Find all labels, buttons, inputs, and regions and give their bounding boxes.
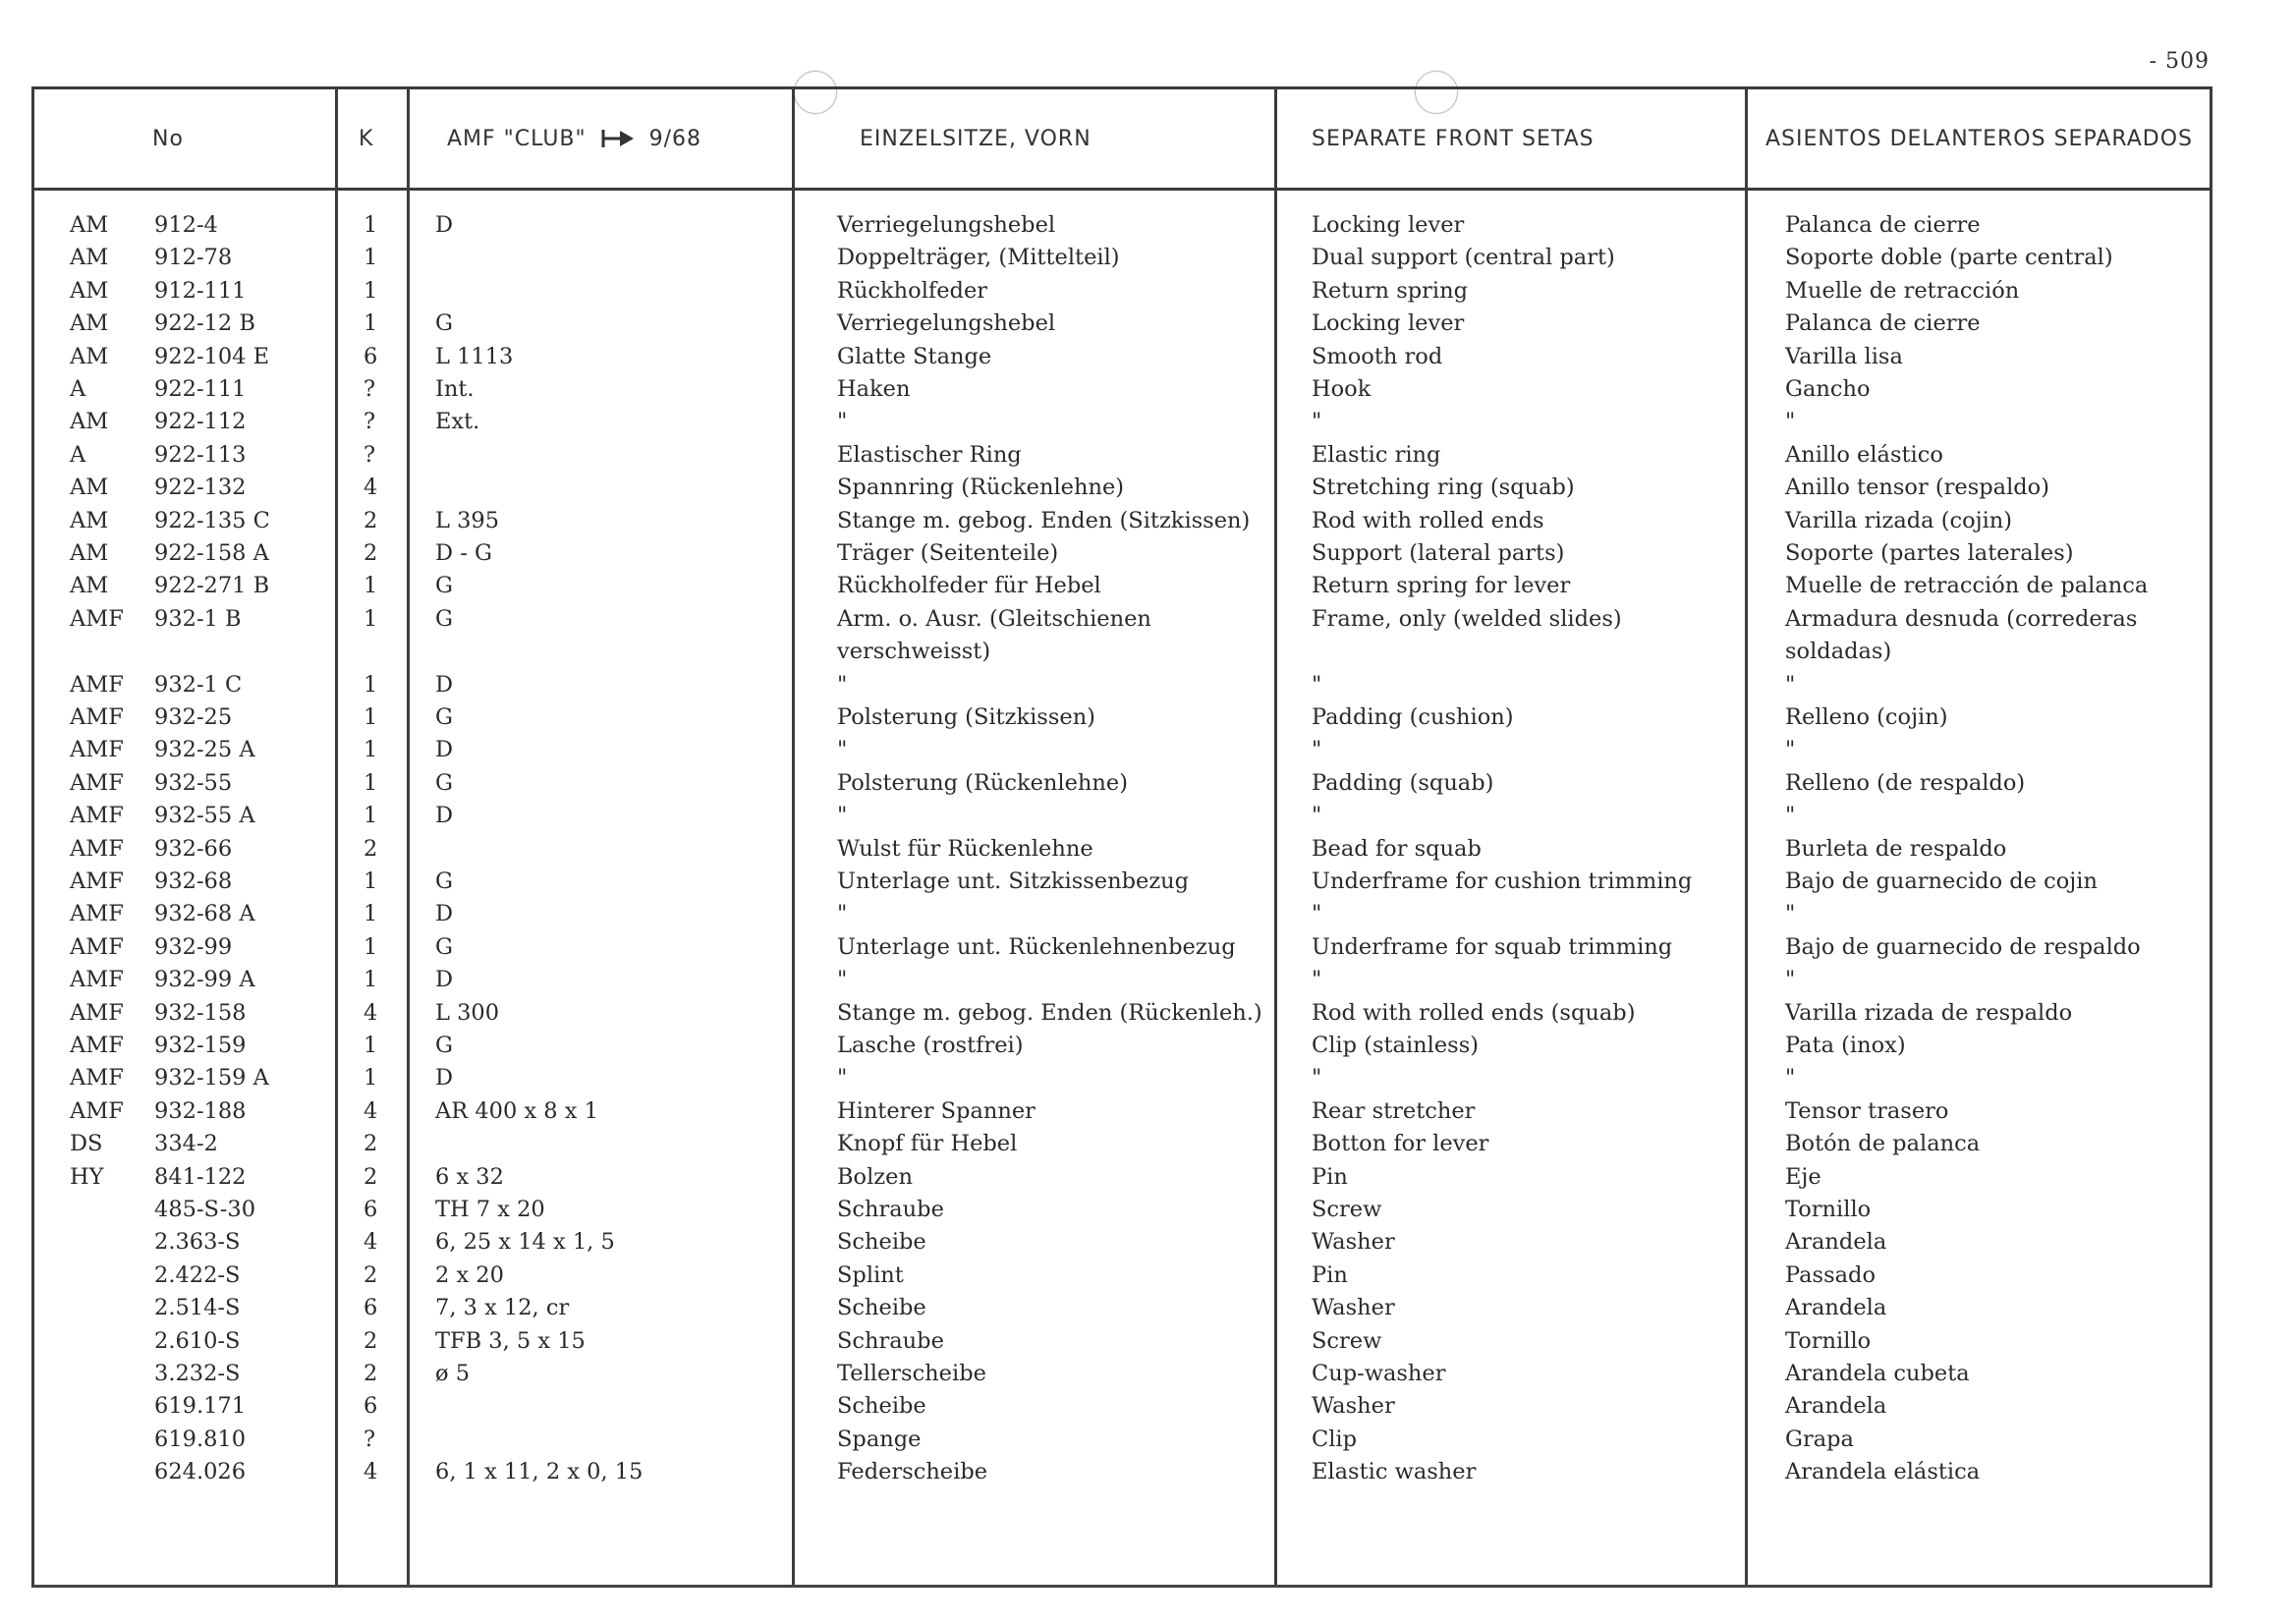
specification: 2 x 20 [435,1261,504,1288]
part-number: 922-111 [154,376,247,402]
description-spanish: Anillo elástico [1785,441,1943,468]
description-german: Scheibe [837,1229,926,1256]
quantity: 4 [364,475,378,501]
description-german: Unterlage unt. Sitzkissenbezug [837,868,1190,894]
part-prefix: AM [70,212,109,238]
description-german: Tellerscheibe [837,1361,986,1386]
description-english: Pin [1312,1261,1348,1288]
specification: G [435,868,453,894]
quantity: ? [364,409,376,435]
part-prefix: AM [70,310,109,337]
arrow-right-icon [600,128,636,149]
header-divider [34,188,2210,191]
description-german: " [837,967,848,993]
quantity: 1 [364,704,378,730]
description-german: Hinterer Spanner [837,1097,1036,1124]
quantity: 1 [364,1033,378,1058]
part-prefix: A [70,376,86,402]
description-german: Verriegelungshebel [837,310,1056,337]
part-number: 912-4 [154,212,218,238]
specification: D [435,1065,454,1092]
specification: G [435,573,453,599]
part-number: 2.514-S [154,1295,241,1321]
description-spanish: " [1785,803,1796,829]
description-spanish: Relleno (de respaldo) [1785,769,2026,796]
description-english: Bead for squab [1312,835,1482,862]
part-number: 922-12 B [154,310,255,337]
specification: D [435,967,454,993]
part-prefix: AM [70,540,109,566]
description-german: Stange m. gebog. Enden (Rückenleh.) [837,999,1262,1026]
part-prefix: AMF [70,1097,124,1124]
description-english: " [1312,901,1322,927]
description-spanish: Varilla lisa [1785,343,1903,369]
description-english: Underframe for squab trimming [1312,933,1673,960]
part-number: 932-159 A [154,1065,269,1092]
part-number: 932-1 B [154,605,242,632]
description-english: " [1312,803,1322,829]
quantity: 1 [364,212,378,238]
description-german: Spange [837,1426,922,1452]
description-german: Glatte Stange [837,343,992,369]
description-german: Träger (Seitenteile) [837,540,1059,566]
quantity: ? [364,1426,376,1452]
description-german: Knopf für Hebel [837,1131,1018,1157]
column-divider [1745,89,1748,1585]
quantity: ? [364,441,376,468]
specification: D [435,901,454,927]
description-spanish: Palanca de cierre [1785,310,1981,337]
description-english: Clip (stainless) [1312,1033,1480,1058]
specification: L 1113 [435,343,514,369]
quantity: 1 [364,1065,378,1092]
part-prefix: AMF [70,835,124,862]
specification: D [435,671,454,698]
description-german: Verriegelungshebel [837,212,1056,238]
part-number: 932-99 A [154,967,255,993]
description-german: " [837,1065,848,1092]
description-spanish: Arandela cubeta [1785,1361,1970,1386]
description-german: Wulst für Rückenlehne [837,835,1093,862]
description-english: Frame, only (welded slides) [1312,605,1622,632]
specification: D [435,212,454,238]
part-prefix: AM [70,409,109,435]
header-german: EINZELSITZE, VORN [860,126,1092,151]
header-k: K [359,126,374,151]
description-spanish: Muelle de retracción [1785,277,2020,304]
description-spanish: Arandela elástica [1785,1459,1981,1485]
description-english: Elastic ring [1312,441,1441,468]
part-prefix: AMF [70,769,124,796]
description-english: " [1312,1065,1322,1092]
part-number: 912-111 [154,277,247,304]
part-number: 922-132 [154,475,247,501]
specification: 6, 25 x 14 x 1, 5 [435,1229,615,1256]
part-prefix: AMF [70,967,124,993]
column-divider [1274,89,1277,1585]
specification: G [435,310,453,337]
part-prefix: AMF [70,933,124,960]
header-model [447,89,701,188]
part-prefix: AMF [70,1065,124,1092]
quantity: 1 [364,605,378,632]
part-number: 619.810 [154,1426,247,1452]
header-model-date: 9/68 [648,126,702,151]
description-english: Underframe for cushion trimming [1312,868,1693,894]
specification: D - G [435,540,492,566]
quantity: 2 [364,1131,378,1157]
part-number: 922-135 C [154,507,270,533]
description-english: Padding (cushion) [1312,704,1514,730]
specification: AR 400 x 8 x 1 [435,1097,598,1124]
description-german: Federscheibe [837,1459,988,1485]
description-spanish: Grapa [1785,1426,1854,1452]
part-prefix: AM [70,573,109,599]
part-number: 922-158 A [154,540,269,566]
part-number: 932-68 A [154,901,255,927]
description-spanish: Pata (inox) [1785,1033,1906,1058]
description-german: " [837,737,848,763]
part-number: 485-S-30 [154,1197,256,1222]
description-spanish: Palanca de cierre [1785,212,1981,238]
description-spanish: " [1785,737,1796,763]
quantity: 2 [364,507,378,533]
description-spanish: Tensor trasero [1785,1097,1949,1124]
part-number: 932-99 [154,933,233,960]
description-spanish: " [1785,967,1796,993]
description-german: " [837,671,848,698]
part-number: 932-66 [154,835,233,862]
specification: D [435,803,454,829]
description-spanish: Muelle de retracción de palanca [1785,573,2149,599]
quantity: 1 [364,671,378,698]
part-prefix: DS [70,1131,103,1157]
specification: G [435,1033,453,1058]
description-english: " [1312,409,1322,435]
description-spanish: Tornillo [1785,1327,1872,1354]
part-number: 922-104 E [154,343,270,369]
quantity: 1 [364,310,378,337]
description-spanish: Varilla rizada (cojin) [1785,507,2013,533]
part-prefix: AMF [70,605,124,632]
quantity: 1 [364,803,378,829]
part-prefix: A [70,441,86,468]
description-german: Schraube [837,1327,944,1354]
part-number: 2.422-S [154,1261,241,1288]
part-number: 334-2 [154,1131,218,1157]
description-spanish: Passado [1785,1261,1876,1288]
header-spanish: ASIENTOS DELANTEROS SEPARADOS [1765,126,2194,151]
part-prefix: AM [70,343,109,369]
specification: Int. [435,376,475,402]
quantity: 1 [364,737,378,763]
description-english: Locking lever [1312,310,1465,337]
specification: G [435,933,453,960]
specification: 6, 1 x 11, 2 x 0, 15 [435,1459,644,1485]
quantity: 4 [364,1229,378,1256]
description-english: Washer [1312,1393,1395,1420]
description-english: " [1312,967,1322,993]
description-german: Rückholfeder [837,277,988,304]
description-english: Return spring [1312,277,1468,304]
description-spanish: Varilla rizada de respaldo [1785,999,2073,1026]
quantity: 1 [364,245,378,271]
description-english: " [1312,737,1322,763]
quantity: 6 [364,1393,378,1420]
quantity: 2 [364,540,378,566]
part-prefix: AMF [70,1033,124,1058]
header-english: SEPARATE FRONT SETAS [1312,126,1595,151]
parts-table [31,86,2212,1588]
part-number: 619.171 [154,1393,247,1420]
part-number: 932-55 A [154,803,255,829]
description-spanish: Arandela [1785,1295,1887,1321]
description-english: Washer [1312,1295,1395,1321]
description-german: Haken [837,376,911,402]
quantity: 2 [364,1261,378,1288]
quantity: 4 [364,1097,378,1124]
description-english: Rear stretcher [1312,1097,1476,1124]
part-prefix: AMF [70,901,124,927]
description-english: Screw [1312,1327,1382,1354]
quantity: 6 [364,1197,378,1222]
description-spanish: Gancho [1785,376,1871,402]
part-prefix: AMF [70,868,124,894]
specification: TFB 3, 5 x 15 [435,1327,586,1354]
specification: G [435,704,453,730]
part-prefix: AMF [70,999,124,1026]
description-spanish: Arandela [1785,1229,1887,1256]
part-number: 2.363-S [154,1229,241,1256]
part-number: 624.026 [154,1459,247,1485]
column-divider [407,89,410,1585]
description-spanish: Armadura desnuda (correderas soldadas) [1785,605,2138,664]
description-german: Scheibe [837,1295,926,1321]
description-english: Locking lever [1312,212,1465,238]
description-german: Scheibe [837,1393,926,1420]
description-english: Botton for lever [1312,1131,1489,1157]
quantity: 6 [364,1295,378,1321]
quantity: ? [364,376,376,402]
description-german: Stange m. gebog. Enden (Sitzkissen) [837,507,1251,533]
quantity: 4 [364,1459,378,1485]
description-spanish: Arandela [1785,1393,1887,1420]
quantity: 6 [364,343,378,369]
description-german: Bolzen [837,1163,913,1190]
specification: TH 7 x 20 [435,1197,545,1222]
part-number: 932-158 [154,999,247,1026]
specification: ø 5 [435,1361,471,1386]
description-german: Elastischer Ring [837,441,1022,468]
description-german: Unterlage unt. Rückenlehnenbezug [837,933,1236,960]
part-number: 932-25 A [154,737,255,763]
description-english: Stretching ring (squab) [1312,475,1575,501]
description-spanish: Anillo tensor (respaldo) [1785,475,2050,501]
quantity: 1 [364,967,378,993]
description-german: Arm. o. Ausr. (Gleitschienen verschweisst) [837,605,1151,664]
column-divider [335,89,338,1585]
description-spanish: Bajo de guarnecido de cojin [1785,868,2098,894]
part-number: 3.232-S [154,1361,241,1386]
description-english: Return spring for lever [1312,573,1571,599]
description-english: Clip [1312,1426,1358,1452]
quantity: 1 [364,573,378,599]
description-english: Smooth rod [1312,343,1443,369]
part-prefix: AM [70,277,109,304]
description-spanish: Relleno (cojin) [1785,704,1948,730]
part-prefix: AM [70,507,109,533]
description-german: Splint [837,1261,904,1288]
quantity: 1 [364,769,378,796]
part-number: 932-25 [154,704,233,730]
quantity: 2 [364,1327,378,1354]
specification: D [435,737,454,763]
description-spanish: " [1785,1065,1796,1092]
description-german: Schraube [837,1197,944,1222]
quantity: 2 [364,1361,378,1386]
description-english: " [1312,671,1322,698]
description-german: Lasche (rostfrei) [837,1033,1024,1058]
description-spanish: " [1785,901,1796,927]
description-english: Elastic washer [1312,1459,1477,1485]
quantity: 4 [364,999,378,1026]
description-german: Spannring (Rückenlehne) [837,475,1125,501]
part-number: 932-159 [154,1033,247,1058]
part-prefix: AMF [70,737,124,763]
part-number: 922-112 [154,409,247,435]
description-spanish: Bajo de guarnecido de respaldo [1785,933,2141,960]
description-german: " [837,901,848,927]
part-number: 2.610-S [154,1327,241,1354]
description-spanish: Soporte doble (parte central) [1785,245,2113,271]
description-spanish: Eje [1785,1163,1821,1190]
part-number: 912-78 [154,245,233,271]
description-german: Rückholfeder für Hebel [837,573,1101,599]
description-spanish: Soporte (partes laterales) [1785,540,2074,566]
part-number: 932-68 [154,868,233,894]
description-german: " [837,803,848,829]
part-prefix: AMF [70,803,124,829]
part-prefix: AM [70,245,109,271]
description-spanish: Tornillo [1785,1197,1872,1222]
description-german: " [837,409,848,435]
specification: 7, 3 x 12, cr [435,1295,570,1321]
description-english: Screw [1312,1197,1382,1222]
header-no: No [152,126,184,151]
quantity: 2 [364,1163,378,1190]
description-english: Dual support (central part) [1312,245,1615,271]
description-german: Doppelträger, (Mittelteil) [837,245,1120,271]
description-english: Washer [1312,1229,1395,1256]
description-german: Polsterung (Rückenlehne) [837,769,1129,796]
part-prefix: HY [70,1163,104,1190]
description-english: Pin [1312,1163,1348,1190]
description-spanish: " [1785,671,1796,698]
quantity: 1 [364,868,378,894]
part-number: 841-122 [154,1163,247,1190]
quantity: 2 [364,835,378,862]
specification: G [435,769,453,796]
description-english: Support (lateral parts) [1312,540,1565,566]
description-spanish: " [1785,409,1796,435]
description-spanish: Botón de palanca [1785,1131,1981,1157]
part-number: 932-55 [154,769,233,796]
part-number: 932-1 C [154,671,243,698]
page-number: - 509 [2149,49,2210,74]
description-english: Rod with rolled ends [1312,507,1544,533]
header-model-name: AMF "CLUB" [447,126,587,151]
description-english: Padding (squab) [1312,769,1494,796]
part-number: 922-271 B [154,573,270,599]
description-english: Hook [1312,376,1372,402]
description-english: Rod with rolled ends (squab) [1312,999,1636,1026]
description-english: Cup-washer [1312,1361,1446,1386]
part-number: 932-188 [154,1097,247,1124]
part-number: 922-113 [154,441,247,468]
quantity: 1 [364,901,378,927]
description-spanish: Burleta de respaldo [1785,835,2007,862]
part-prefix: AMF [70,671,124,698]
quantity: 1 [364,933,378,960]
part-prefix: AMF [70,704,124,730]
quantity: 1 [364,277,378,304]
part-prefix: AM [70,475,109,501]
specification: Ext. [435,409,480,435]
column-divider [792,89,795,1585]
specification: 6 x 32 [435,1163,504,1190]
specification: L 395 [435,507,500,533]
description-german: Polsterung (Sitzkissen) [837,704,1095,730]
specification: L 300 [435,999,500,1026]
specification: G [435,605,453,632]
